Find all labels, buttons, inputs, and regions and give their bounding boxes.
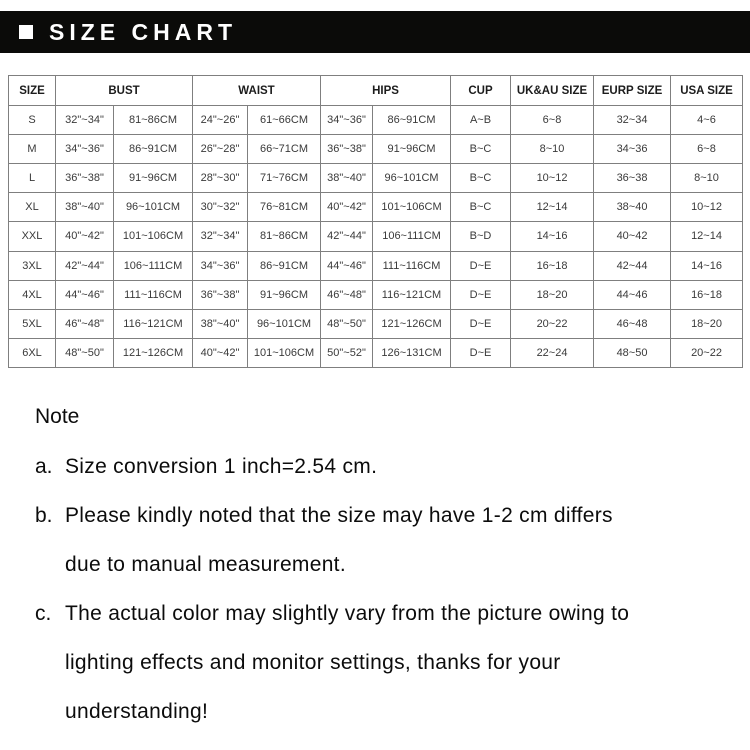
- cell-hips-in: 40"~42": [321, 193, 373, 222]
- cell-eur: 44~46: [594, 280, 671, 309]
- table-row: [9, 280, 743, 309]
- cell-eur: 46~48: [594, 309, 671, 338]
- cell-size: S: [9, 106, 56, 135]
- note-label-c: c.: [35, 602, 52, 625]
- cell-waist-cm: 71~76CM: [248, 164, 321, 193]
- cell-eur: 34~36: [594, 135, 671, 164]
- cell-hips-in: 42"~44": [321, 222, 373, 251]
- col-header-hips: HIPS: [321, 76, 451, 106]
- cell-waist-in: 32"~34": [193, 222, 248, 251]
- note-line: Please kindly noted that the size may have 1-2 cm differs: [65, 504, 613, 527]
- cell-waist-in: 26"~28": [193, 135, 248, 164]
- note-label-a: a.: [35, 455, 53, 478]
- col-header-size: SIZE: [9, 76, 56, 106]
- cell-hips-in: 50"~52": [321, 338, 373, 367]
- cell-cup: D~E: [451, 338, 511, 367]
- cell-bust-in: 34"~36": [56, 135, 114, 164]
- col-header-usa: USA SIZE: [671, 76, 743, 106]
- cell-uk-au: 18~20: [511, 280, 594, 309]
- cell-bust-cm: 86~91CM: [114, 135, 193, 164]
- cell-uk-au: 16~18: [511, 251, 594, 280]
- cell-usa: 10~12: [671, 193, 743, 222]
- cell-waist-cm: 81~86CM: [248, 222, 321, 251]
- cell-eur: 48~50: [594, 338, 671, 367]
- note-item-c: [35, 602, 725, 724]
- cell-usa: 18~20: [671, 309, 743, 338]
- cell-hips-cm: 126~131CM: [373, 338, 451, 367]
- cell-hips-in: 38"~40": [321, 164, 373, 193]
- cell-uk-au: 14~16: [511, 222, 594, 251]
- cell-bust-in: 32"~34": [56, 106, 114, 135]
- note-line: due to manual measurement.: [65, 553, 346, 576]
- cell-hips-in: 48"~50": [321, 309, 373, 338]
- cell-bust-in: 42"~44": [56, 251, 114, 280]
- col-header-waist: WAIST: [193, 76, 321, 106]
- cell-bust-cm: 106~111CM: [114, 251, 193, 280]
- cell-cup: D~E: [451, 251, 511, 280]
- col-header-eurp: EURP SIZE: [594, 76, 671, 106]
- cell-usa: 16~18: [671, 280, 743, 309]
- cell-cup: B~C: [451, 135, 511, 164]
- cell-waist-in: 38"~40": [193, 309, 248, 338]
- col-header-uk-au: UK&AU SIZE: [511, 76, 594, 106]
- note-line: Size conversion 1 inch=2.54 cm.: [65, 455, 378, 478]
- page-title: SIZE CHART: [49, 19, 237, 45]
- cell-bust-cm: 111~116CM: [114, 280, 193, 309]
- cell-usa: 6~8: [671, 135, 743, 164]
- cell-bust-in: 48"~50": [56, 338, 114, 367]
- cell-waist-in: 36"~38": [193, 280, 248, 309]
- cell-bust-in: 40"~42": [56, 222, 114, 251]
- cell-waist-in: 24"~26": [193, 106, 248, 135]
- note-line: lighting effects and monitor settings, thanks for your: [65, 651, 561, 674]
- cell-bust-cm: 121~126CM: [114, 338, 193, 367]
- cell-cup: B~C: [451, 193, 511, 222]
- cell-bust-in: 36"~38": [56, 164, 114, 193]
- cell-eur: 38~40: [594, 193, 671, 222]
- cell-waist-cm: 96~101CM: [248, 309, 321, 338]
- cell-size: M: [9, 135, 56, 164]
- cell-cup: D~E: [451, 280, 511, 309]
- cell-bust-cm: 101~106CM: [114, 222, 193, 251]
- cell-eur: 42~44: [594, 251, 671, 280]
- cell-eur: 32~34: [594, 106, 671, 135]
- note-label-b: b.: [35, 504, 53, 527]
- cell-hips-cm: 111~116CM: [373, 251, 451, 280]
- cell-eur: 40~42: [594, 222, 671, 251]
- cell-waist-cm: 91~96CM: [248, 280, 321, 309]
- cell-hips-cm: 116~121CM: [373, 280, 451, 309]
- table-row: [9, 135, 743, 164]
- cell-usa: 8~10: [671, 164, 743, 193]
- cell-size: 3XL: [9, 251, 56, 280]
- cell-uk-au: 8~10: [511, 135, 594, 164]
- table-row: [9, 106, 743, 135]
- cell-waist-in: 30"~32": [193, 193, 248, 222]
- cell-hips-cm: 121~126CM: [373, 309, 451, 338]
- title-bar: [0, 11, 750, 53]
- notes-title: Note: [35, 405, 80, 428]
- cell-waist-in: 28"~30": [193, 164, 248, 193]
- cell-bust-in: 38"~40": [56, 193, 114, 222]
- cell-hips-cm: 91~96CM: [373, 135, 451, 164]
- cell-hips-cm: 101~106CM: [373, 193, 451, 222]
- cell-uk-au: 22~24: [511, 338, 594, 367]
- white-square-icon: [19, 25, 33, 39]
- cell-uk-au: 6~8: [511, 106, 594, 135]
- cell-bust-cm: 116~121CM: [114, 309, 193, 338]
- cell-hips-in: 44"~46": [321, 251, 373, 280]
- cell-waist-cm: 86~91CM: [248, 251, 321, 280]
- cell-hips-cm: 86~91CM: [373, 106, 451, 135]
- table-header-row: [9, 76, 743, 106]
- col-header-bust: BUST: [56, 76, 193, 106]
- cell-usa: 20~22: [671, 338, 743, 367]
- cell-eur: 36~38: [594, 164, 671, 193]
- cell-bust-in: 46"~48": [56, 309, 114, 338]
- cell-hips-cm: 106~111CM: [373, 222, 451, 251]
- cell-cup: B~D: [451, 222, 511, 251]
- cell-usa: 14~16: [671, 251, 743, 280]
- cell-hips-in: 34"~36": [321, 106, 373, 135]
- cell-uk-au: 10~12: [511, 164, 594, 193]
- cell-bust-cm: 81~86CM: [114, 106, 193, 135]
- cell-cup: D~E: [451, 309, 511, 338]
- cell-waist-in: 40"~42": [193, 338, 248, 367]
- cell-waist-cm: 101~106CM: [248, 338, 321, 367]
- table-row: [9, 193, 743, 222]
- note-line: understanding!: [65, 700, 209, 723]
- table-row: [9, 251, 743, 280]
- cell-size: L: [9, 164, 56, 193]
- size-chart-body: [9, 106, 743, 368]
- table-row: [9, 222, 743, 251]
- cell-hips-in: 36"~38": [321, 135, 373, 164]
- size-chart-table: [8, 75, 743, 368]
- cell-size: 5XL: [9, 309, 56, 338]
- cell-waist-cm: 76~81CM: [248, 193, 321, 222]
- note-item-b: [35, 504, 725, 577]
- cell-cup: A~B: [451, 106, 511, 135]
- table-row: [9, 309, 743, 338]
- table-row: [9, 164, 743, 193]
- cell-uk-au: 20~22: [511, 309, 594, 338]
- cell-hips-in: 46"~48": [321, 280, 373, 309]
- cell-size: 6XL: [9, 338, 56, 367]
- cell-waist-in: 34"~36": [193, 251, 248, 280]
- cell-bust-cm: 96~101CM: [114, 193, 193, 222]
- cell-size: 4XL: [9, 280, 56, 309]
- notes-section: [35, 405, 725, 749]
- note-item-a: [35, 455, 725, 479]
- cell-hips-cm: 96~101CM: [373, 164, 451, 193]
- col-header-cup: CUP: [451, 76, 511, 106]
- cell-waist-cm: 66~71CM: [248, 135, 321, 164]
- cell-bust-cm: 91~96CM: [114, 164, 193, 193]
- cell-uk-au: 12~14: [511, 193, 594, 222]
- note-line: The actual color may slightly vary from the picture owing to: [65, 602, 630, 625]
- cell-size: XXL: [9, 222, 56, 251]
- cell-usa: 4~6: [671, 106, 743, 135]
- cell-bust-in: 44"~46": [56, 280, 114, 309]
- cell-cup: B~C: [451, 164, 511, 193]
- cell-waist-cm: 61~66CM: [248, 106, 321, 135]
- cell-size: XL: [9, 193, 56, 222]
- table-row: [9, 338, 743, 367]
- cell-usa: 12~14: [671, 222, 743, 251]
